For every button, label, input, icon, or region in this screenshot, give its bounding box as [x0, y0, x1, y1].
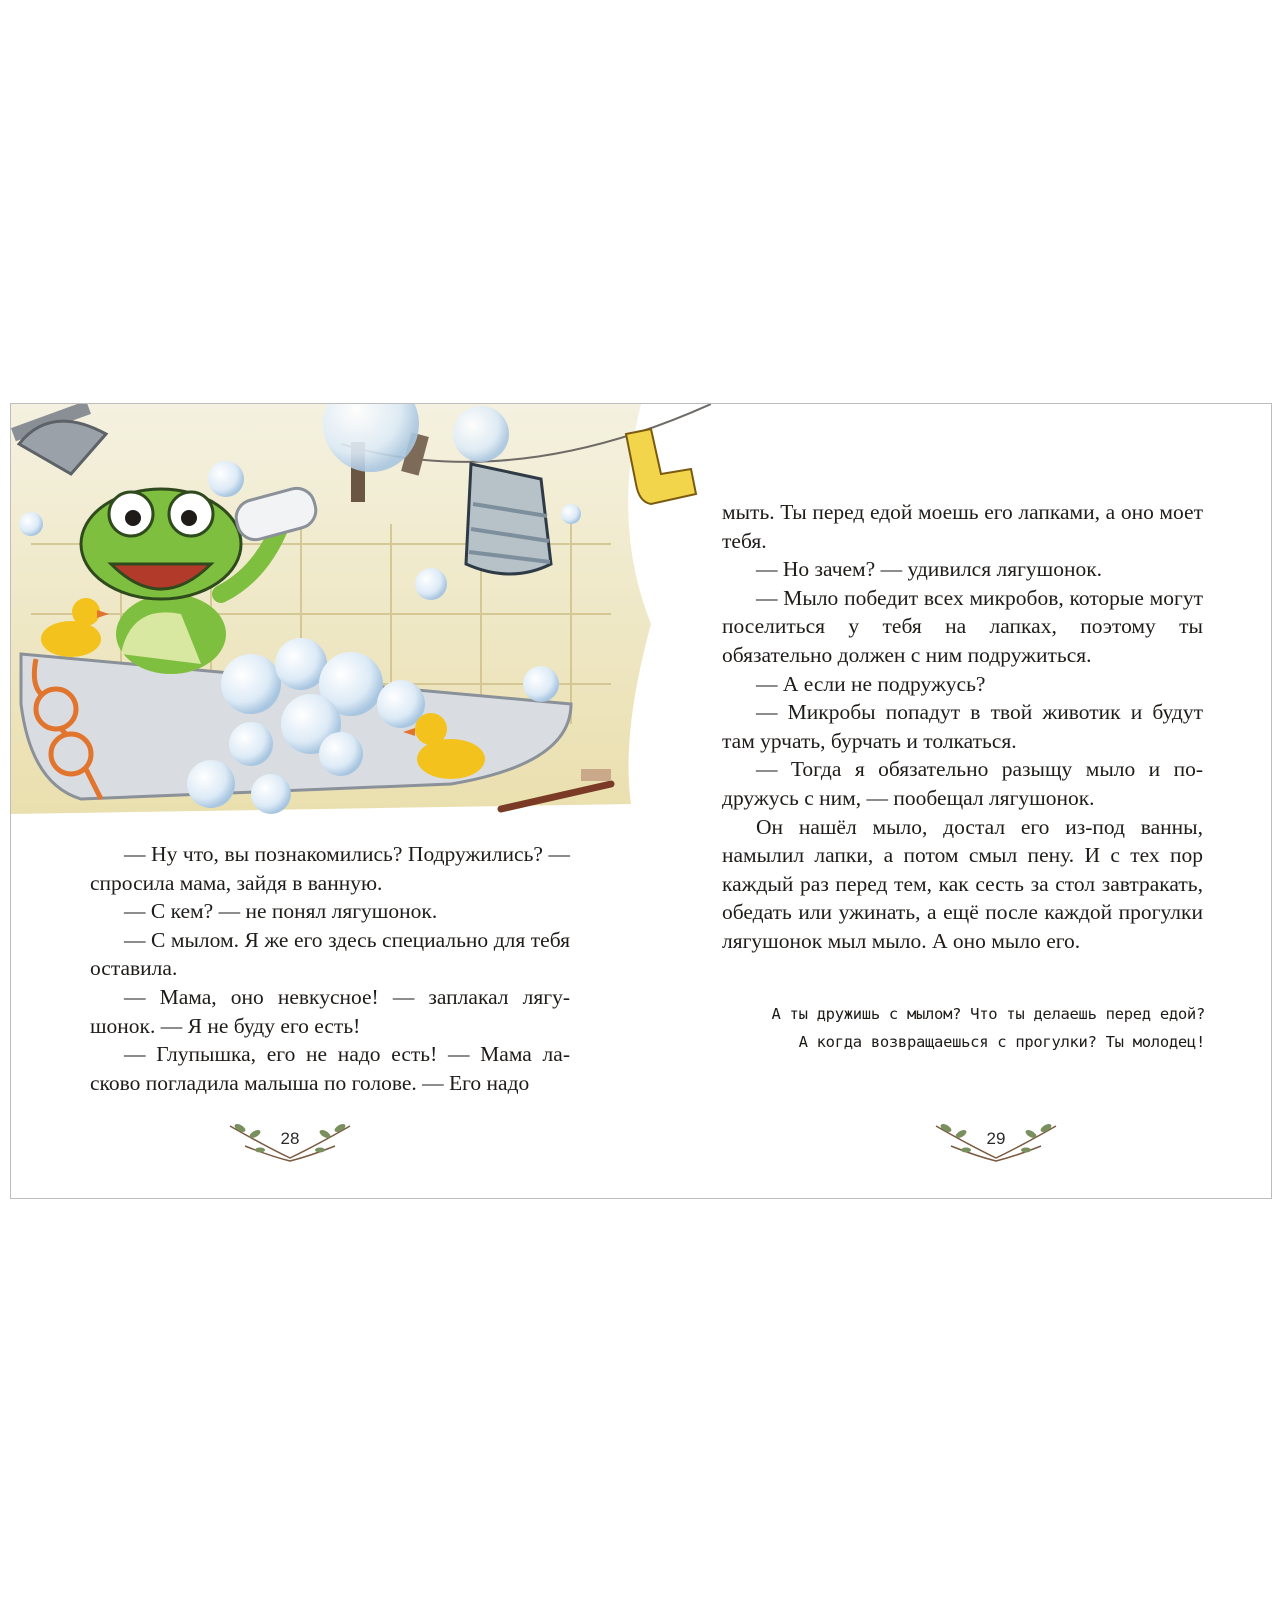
paragraph: Он нашёл мыло, достал его из-под ванны, намылил лапки, а потом смыл пену. И с тех пор каждый раз перед тем, как сесть за стол завтракать, обедать или ужинать, а ещё после каждой прогулки лягушонок мыл мыло. А оно мыло его. [722, 814, 1203, 953]
paragraph: — Мама, оно невкусное! — заплакал лягушонок. — Я не буду его есть! [90, 984, 570, 1038]
reader-question [721, 1000, 1205, 1056]
paragraph: — Но зачем? — удивился лягушонок. [756, 557, 1103, 582]
left-page-text [90, 840, 570, 1097]
bath-illustration [11, 404, 711, 834]
page-number-right [931, 1116, 1061, 1166]
question-line: А ты дружишь с мылом? Что ты делаешь перед едой? [771, 1005, 1205, 1023]
paragraph: — Ну что, вы познакомились? Подружились? — спросила мама, зайдя в ванную. [90, 842, 570, 895]
page-number: 28 [280, 1129, 300, 1148]
paragraph: — С мылом. Я же его здесь специально для тебя оставила. [90, 927, 570, 981]
paragraph: — Мыло победит всех микробов, которые могут поселиться у тебя на лапках, поэтому ты обязательно должен с ним подружиться. [722, 585, 1203, 667]
page-number: 29 [986, 1129, 1006, 1148]
paragraph: — Микробы попадут в твой животик и будут там урчать, бурчать и толкаться. [722, 700, 1203, 753]
paragraph: — А если не подружусь? [756, 671, 986, 696]
right-page-text [722, 498, 1203, 956]
book-spread [10, 403, 1272, 1199]
paragraph-continuation: мыть. Ты перед едой моешь его лапками, а оно моет тебя. [722, 500, 1203, 553]
paragraph: — Глупышка, его не надо есть! — Мама ласково погладила малыша по голове. — Его надо [90, 1042, 570, 1095]
paragraph: — Тогда я обязательно разыщу мыло и подружусь с ним, — пообещал лягушонок. [722, 757, 1203, 810]
sock-icon [626, 429, 696, 504]
page-number-left [225, 1116, 355, 1166]
paragraph: — С кем? — не понял лягушонок. [124, 899, 438, 924]
question-line: А когда возвращаешься с прогулки? Ты молодец! [798, 1033, 1205, 1051]
